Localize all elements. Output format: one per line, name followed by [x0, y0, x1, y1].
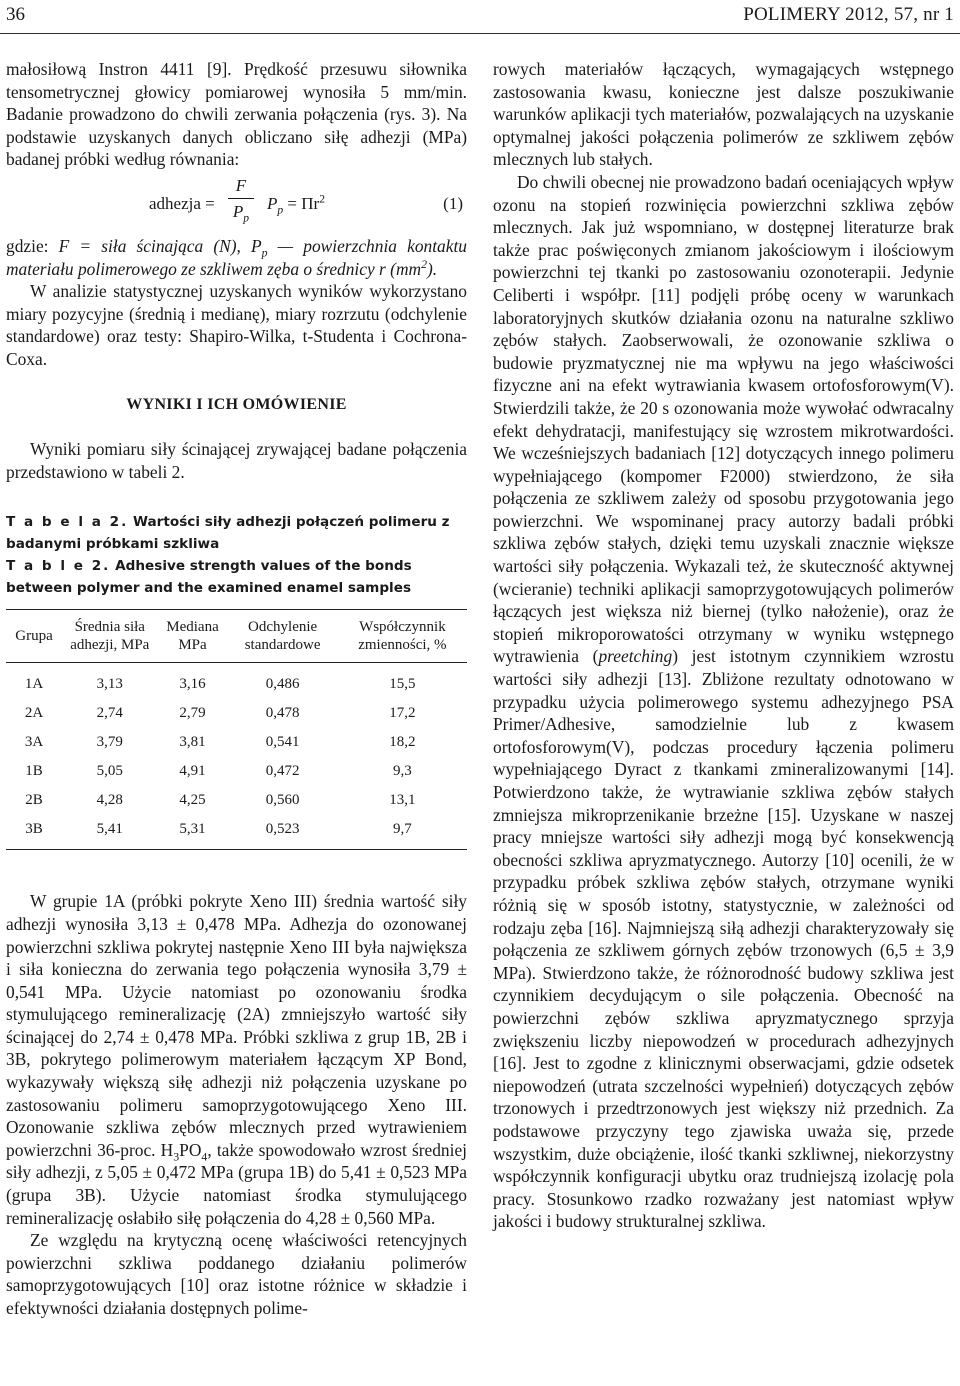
cell-mean: 4,28	[96, 791, 123, 808]
cell-group: 1A	[24, 675, 44, 692]
formula-legend: gdzie: F = siła ścinająca (N), $P_p$ — powierzchnia kontaktu materiału polimerowego ze szkliwem zęba o średnicy r $(mm^2)$.	[6, 235, 467, 279]
cell-mean: 3,13	[96, 675, 123, 692]
table-caption	[6, 511, 467, 599]
formula-area-relation: $P_p = \Pi r^2$	[267, 192, 325, 217]
table-row	[6, 663, 467, 699]
cell-median: 3,81	[179, 733, 206, 750]
header-cv: Współczynnik zmienności, %	[338, 610, 467, 663]
header-rule	[0, 33, 960, 34]
paragraph-bonding-continued: rowych materiałów łączących, wymagających wstępnego zastosowania kwasu, konieczne jest dalsze poszukiwanie warunków aplikacji tych materiałów, pozwalających na uzyskanie optymalnej jakości połączenia polimerów ze szkliwem zębów mlecznych lub stałych.	[493, 59, 954, 170]
running-header	[0, 0, 960, 38]
table-row	[6, 814, 467, 850]
fraction-bar	[228, 198, 254, 199]
cell-std: 0,486	[265, 675, 300, 692]
header-mean: Średnia siła adhezji, MPa	[62, 610, 158, 663]
cell-mean: 5,41	[62, 814, 158, 850]
cell-mean: 3,79	[96, 733, 123, 750]
cell-group: 2B	[25, 791, 43, 808]
cell-group: 2A	[24, 704, 44, 721]
cell-median: 4,91	[179, 762, 206, 779]
cell-median: 3,16	[179, 675, 206, 692]
cell-cv: 17,2	[389, 704, 416, 721]
paragraph-retention: Ze względu na krytyczną ocenę właściwości retencyjnych powierzchni szkliwa poddanego działaniu polimerów samoprzygotowujących [10] oraz istotne różnice w składzie i efektywności działania dostępnych polime-	[6, 1230, 467, 1318]
cell-cv: 9,7	[338, 814, 467, 850]
cell-mean: 2,74	[96, 704, 123, 721]
header-std: Odchylenie standardowe	[227, 610, 337, 663]
cell-std: 0,478	[265, 704, 300, 721]
formula-lhs: adhezja =	[149, 193, 215, 213]
cell-cv: 9,3	[393, 762, 412, 779]
equation-number: (1)	[443, 193, 463, 213]
section-heading: WYNIKI I ICH OMÓWIENIE	[126, 395, 347, 413]
cell-mean: 5,05	[96, 762, 123, 779]
right-column	[493, 58, 954, 1233]
cell-median: 2,79	[179, 704, 206, 721]
page-number: 36	[6, 4, 25, 25]
table-row	[6, 756, 467, 785]
paragraph-results-discussion: W grupie 1A (próbki pokryte Xeno III) średnia wartość siły adhezji wynosiła 3,13 ± 0,478 MPa. Adhezja do ozonowanej powierzchni szkliwa pokrytej następnie Xeno III była największa i siła konieczna do zerwania tego połączenia wynosiła 3,79 ± 0,541 MPa. Użycie natomiast po ozonowaniu środka stymulującego remineralizację (2A) zmniejszyło wartość siły ścinającej do 2,74 ± 0,478 MPa. Próbki szkliwa z grup 1B, 2B i 3B, pokrytego polimerowym materiałem łączącym XP Bond, wykazywały większą siłę adhezji niż połączenia uzyskane po zastosowaniu polimeru samoprzygotowującego Xeno III. Ozonowanie szkliwa zębów mlecznych przed wytrawieniem powierzchni 36-proc. $H_3PO_4$, także spowodowało wzrost średniej siły adhezji, z 5,05 ± 0,472 MPa (grupa 1B) do 5,41 ± 0,523 MPa (grupa 3B). Użycie natomiast środka stymulującego remineralizację osłabiło siłę połączenia do 4,28 ± 0,560 MPa.	[6, 891, 467, 1228]
formula-numerator: F	[235, 175, 247, 195]
adhesion-results-table	[6, 609, 467, 850]
cell-cv: 15,5	[389, 675, 416, 692]
paragraph-statistics: W analizie statystycznej uzyskanych wyników wykorzystano miary pozycyjne (średnią i medianę), miary rozrzutu (odchylenie standardowe) oraz testy: Shapiro-Wilka, t-Studenta i Cochrona-Coxa.	[6, 281, 467, 369]
header-median: Mediana MPa	[158, 610, 228, 663]
cell-std: 0,560	[265, 791, 300, 808]
paragraph-ozone-discussion: Do chwili obecnej nie prowadzono badań oceniających wpływ ozonu na stopień rozwinięcia powierzchni szkliwa zębów mlecznych. Jak już wspomniano, w dostępnej literaturze brak także prac poświęconych zmianom jakościowym i ilościowym powierzchni tej tkanki po zastosowaniu ozonoterapii. Jedynie Celiberti i współpr. [11] podjęli próbę oceny w warunkach laboratoryjnych skutków działania ozonu na naturalne szkliwo zębów stałych. Zaobserwowali, że ozonowanie szkliwa o budowie pryzmatycznej nie ma wpływu na jego właściwości fizyczne ani na efekt wytrawiania kwasem ortofosforowym(V). Stwierdzili także, że 20 s ozonowania może wywołać odwracalny efekt dehydratacji, manifestujący się wzrostem mikrotwardości. We wcześniejszych badaniach [12] dotyczących innego polimeru wypełniającego (kompomer F2000) stwierdzono, że siła połączenia ze szkliwem zależy od sposobu przygotowania jego powierzchni. We wspominanej pracy autorzy badali próbki szkliwa zębów stałych, dzięki temu uzyskali znacznie większe wartości siły połączenia. Wykazali też, że skuteczność aktywnej (wcieranie) techniki aplikacji samoprzygotowujących polimerów łączących jest większa niż biernej (tylko nałożenie), oraz że stopień mikroporowatości otrzymany w wyniku wstępnego wytrawienia (preetching) jest istotnym czynnikiem wzrostu wartości siły adhezji [13]. Zbliżone rezultaty odnotowano w przypadku użycia polimerowego systemu adhezyjnego PSA Primer/Adhesive, samodzielnie lub z kwasem ortofosforowym(V), podczas procedury łączenia polimeru wypełniającego Dyract z tkankami zmineralizowanymi [14]. Potwierdzono także, że wytrawianie szkliwa zębów stałych zmniejsza mikroprzenikanie brzeżne [15]. Uzyskane w naszej pracy mniejsze wartości siły adhezji mogą być konsekwencją obecności szkliwa apryzmatycznego. Autorzy [10] ocenili, że w przypadku próbek szkliwa zębów stałych, otrzymane wyniki różnią się w sposób istotny, statystycznie, w zależności od rodzaju zęba [16]. Najmniejszą siłą adhezji charakteryzowały się połączenia ze szkliwem górnych zębów trzonowych (6,5 ± 3,9 MPa). Stwierdzono także, że różnorodność budowy szkliwa jest czynnikiem decydującym o sile połączenia. Obecność na powierzchni zębów szkliwa apryzmatycznego sprzyja zwiększeniu liczby niepowodzeń w procedurach adhezyjnych [16]. Jest to zgodne z klinicznymi obserwacjami, gdzie odsetek niepowodzeń (utrata szczelności wypełnień) dotyczących zębów trzonowych i przedtrzonowych jest większy niż przednich. Za podstawowe przyczyny tego zjawiska uważa się, przede wszystkim, duże obciążenie, ilość tkanki szkliwnej, niekorzystny współczynnik konfiguracji ubytku oraz trudniejszą izolację pola pracy. Stosunkowo rzadko rozważany jest natomiast wpływ jakości i budowy strukturalnej szkliwa.	[493, 171, 954, 1232]
paragraph-method-continued: małosiłową Instron 4411 [9]. Prędkość przesuwu siłownika tensometrycznej głowicy pomiarowej wynosiła 5 mm/min. Badanie prowadzono do chwili zerwania połączenia (rys. 3). Na podstawie uzyskanych danych obliczano siłę adhezji (MPa) badanej próbki według równania:	[6, 59, 467, 170]
header-group: Grupa	[6, 610, 62, 663]
paragraph-results-intro: Wyniki pomiaru siły ścinającej zrywającej badane połączenia przedstawiono w tabeli 2.	[6, 439, 467, 482]
cell-std: 0,472	[265, 762, 300, 779]
cell-median: 4,25	[179, 791, 206, 808]
table-caption-polish: T a b e l a 2. Wartości siły adhezji połączeń polimeru z badanymi próbkami szkliwa	[6, 514, 450, 553]
cell-cv: 13,1	[389, 791, 416, 808]
table-row	[6, 727, 467, 756]
formula-denominator: $P_p$	[232, 201, 250, 225]
table-row	[6, 698, 467, 727]
cell-cv: 18,2	[389, 733, 416, 750]
cell-std: 0,541	[265, 733, 300, 750]
cell-group: 3B	[6, 814, 62, 850]
formula-fraction	[228, 175, 254, 224]
left-column	[6, 58, 467, 1320]
cell-median: 5,31	[158, 814, 228, 850]
adhesion-formula	[6, 175, 467, 233]
cell-group: 3A	[24, 733, 44, 750]
journal-title: POLIMERY 2012, 57, nr 1	[743, 4, 954, 25]
table-header-row	[6, 610, 467, 663]
table-caption-english: T a b l e 2. Adhesive strength values of the bonds between polymer and the examined enamel samples	[6, 558, 412, 597]
table-row	[6, 785, 467, 814]
cell-group: 1B	[25, 762, 43, 779]
cell-std: 0,523	[227, 814, 337, 850]
